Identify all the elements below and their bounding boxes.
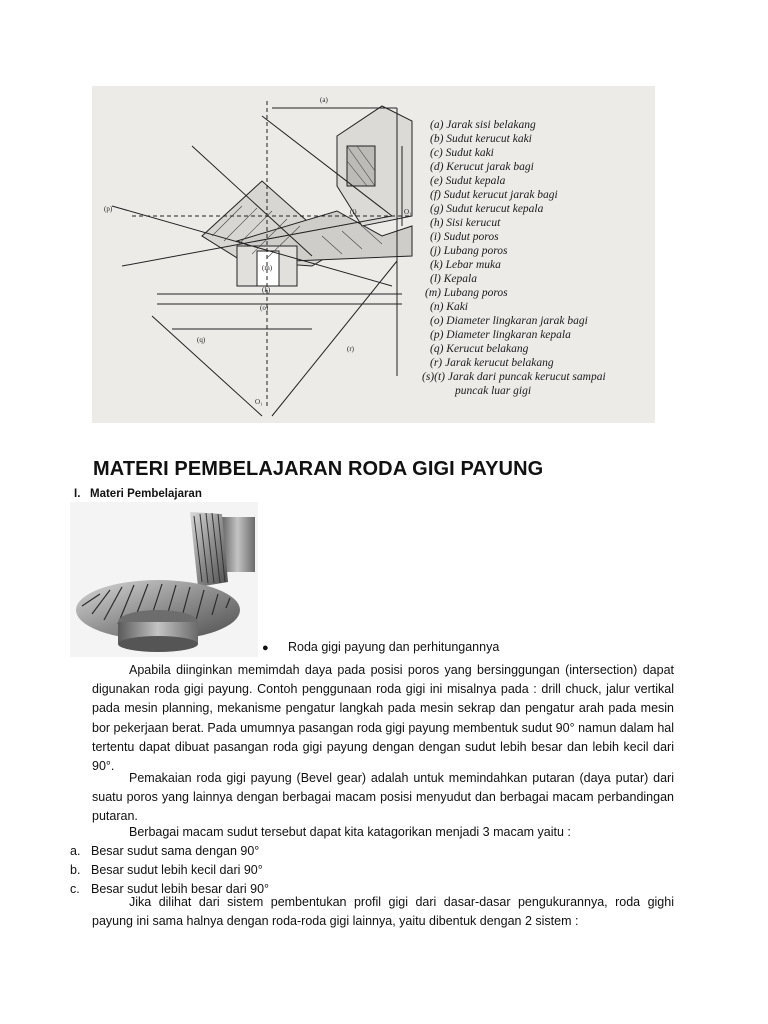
- paragraph-3: [92, 823, 674, 842]
- legend-item: puncak luar gigi: [455, 385, 532, 397]
- list-text: Besar sudut lebih kecil dari 90°: [91, 863, 263, 877]
- list-marker: b.: [70, 863, 81, 877]
- list-marker: c.: [70, 882, 80, 896]
- legend-item: (a) Jarak sisi belakang: [430, 119, 536, 131]
- gear-image: [70, 502, 258, 657]
- angle-category-list: [70, 842, 269, 899]
- legend-item: (q) Kerucut belakang: [430, 343, 529, 355]
- label-m: (m): [262, 264, 273, 272]
- legend-item: (h) Sisi kerucut: [430, 217, 501, 229]
- legend-item: (i) Sudut poros: [430, 231, 499, 243]
- paragraph-text: Berbagai macam sudut tersebut dapat kita katagorikan menjadi 3 macam yaitu :: [129, 825, 571, 839]
- paragraph-text: Apabila diinginkan memimdah daya pada posisi poros yang bersinggungan (intersection) dapat digunakan roda gigi payung. Contoh penggunaan roda gigi ini misalnya pada : drill chuck, jalur vertikal pada mesin planning, mekanisme pengatur langkah pada mesin sekrap dan pengatur arah pada mesin bor pekerjaan berat. Pada umumnya pasangan roda gigi payung membentuk sudut 90° namun dalam hal tertentu dapat dibuat pasangan roda gigi payung dengan dengan sudut lebih besar dan lebih kecil dari 90°.: [92, 663, 674, 774]
- section-number: I.: [74, 488, 81, 500]
- legend-item: (c) Sudut kaki: [430, 147, 494, 159]
- legend-item: (e) Sudut kepala: [430, 175, 506, 187]
- legend-item: (d) Kerucut jarak bagi: [430, 161, 534, 173]
- legend-item: (m) Lubang poros: [425, 287, 508, 299]
- bullet-item: [262, 640, 499, 654]
- section-label: Materi Pembelajaran: [90, 488, 202, 500]
- legend-item: (n) Kaki: [430, 301, 469, 313]
- paragraph-1: [92, 661, 674, 776]
- bullet-text: Roda gigi payung dan perhitungannya: [288, 640, 500, 654]
- legend-item: (l) Kepala: [430, 273, 477, 285]
- list-item: [70, 861, 269, 880]
- paragraph-4: [92, 893, 674, 931]
- diagram-legend: [422, 119, 606, 397]
- label-i: (i): [350, 208, 357, 216]
- label-q: (q): [197, 336, 206, 344]
- paragraph-text: Jika dilihat dari sistem pembentukan profil gigi dari dasar-dasar pengukurannya, roda gighi payung ini sama halnya dengan roda-roda gigi lainnya, yaitu dibentuk dengan 2 sistem :: [92, 895, 674, 929]
- legend-item: (o) Diameter lingkaran jarak bagi: [430, 315, 588, 327]
- paragraph-2: [92, 769, 674, 827]
- page-title: MATERI PEMBELAJARAN RODA GIGI PAYUNG: [93, 458, 544, 480]
- list-item: [70, 842, 269, 861]
- legend-item: (g) Sudut kerucut kepala: [430, 203, 544, 215]
- legend-item: (f) Sudut kerucut jarak bagi: [430, 189, 558, 201]
- legend-item: (b) Sudut kerucut kaki: [430, 133, 532, 145]
- label-k: (k): [262, 286, 271, 294]
- paragraph-text: Pemakaian roda gigi payung (Bevel gear) adalah untuk memindahkan putaran (daya putar) dari suatu poros yang lainnya dengan berbagai macam posisi menyudut dan berbagai macam perbandingan putaran.: [92, 771, 674, 824]
- label-a: (a): [320, 96, 328, 104]
- label-r: (r): [347, 345, 354, 353]
- bevel-gear-drawing: [92, 86, 655, 423]
- bevel-gear-photo: [70, 502, 258, 657]
- legend-item: (r) Jarak kerucut belakang: [430, 357, 554, 369]
- legend-item: (p) Diameter lingkaran kepala: [430, 329, 571, 341]
- list-marker: a.: [70, 844, 81, 858]
- label-o1: O₁: [404, 208, 412, 216]
- legend-item: (s)(t) Jarak dari puncak kerucut sampai: [422, 371, 606, 383]
- label-o: (o): [260, 304, 269, 312]
- label-o2: O₁: [255, 398, 263, 406]
- section-heading: [74, 488, 202, 500]
- list-text: Besar sudut lebih besar dari 90°: [91, 882, 270, 896]
- list-text: Besar sudut sama dengan 90°: [91, 844, 260, 858]
- bullet-dot-icon: ●: [262, 642, 269, 654]
- label-p: (p): [104, 205, 113, 213]
- legend-item: (j) Lubang poros: [430, 245, 508, 257]
- bevel-gear-diagram: [92, 86, 655, 423]
- legend-item: (k) Lebar muka: [430, 259, 501, 271]
